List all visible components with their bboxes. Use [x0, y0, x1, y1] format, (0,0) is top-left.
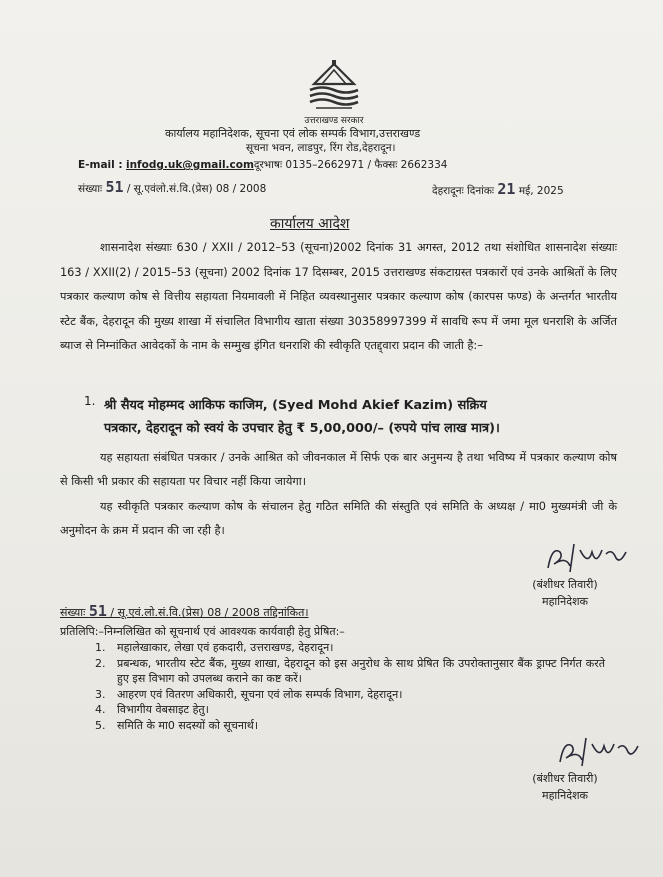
list-item: 2. प्रबन्धक, भारतीय स्टेट बैंक, मुख्य शाखा, देहरादून को इस अनुरोध के साथ प्रेषित कि उपरोक्तानुसार बैंक ड्राफ्ट निर्गत करते हुए इस विभाग को उपलब्ध कराने का कष्ट करें। — [95, 656, 605, 685]
order-paragraph-3: यह स्वीकृति पत्रकार कल्याण कोष के संचालन हेतु गठित समिति की संस्तुति एवं समिति के अध्यक्ष / मा0 मुख्यमंत्री जी के अनुमोदन के क्रम में प्रदान की जा रही है। — [60, 500, 617, 537]
grant-item: श्री सैयद मोहम्मद आकिफ काजिम, (Syed Mohd Akief Kazim) सक्रिय पत्रकार, देहरादून को स्वयं के उपचार हेतु ₹ 5,00,000/– (रुपये पांच लाख मात्र)। — [104, 398, 500, 436]
signatory-name: (बंशीधर तिवारी) — [532, 578, 598, 591]
signature-block-2 — [505, 770, 625, 804]
government-name: उत्तराखण्ड सरकार — [304, 116, 364, 126]
handwritten-copy-ref-number: 51 — [88, 602, 107, 620]
uttarakhand-emblem-icon — [306, 58, 362, 112]
office-address: सूचना भवन, लाडपुर, रिंग रोड,देहरादून। — [246, 142, 396, 154]
signature-scribble-icon — [552, 730, 642, 772]
document-title: कार्यालय आदेश — [270, 216, 350, 232]
office-name: कार्यालय महानिदेशक, सूचना एवं लोक सम्पर्क विभाग,उत्तराखण्ड — [165, 127, 421, 140]
copy-heading: प्रतिलिपि:–निम्नलिखित को सूचनार्थ एवं आवश्यक कार्यवाही हेतु प्रेषित:– — [60, 625, 345, 638]
order-paragraph-1: शासनादेश संख्याः 630 / XXII / 2012–53 (सूचना)2002 दिनांक 31 अगस्त, 2012 तथा संशोधित शासनादेश संख्याः 163 / XXII(2) / 2015–53 (सूचना) 2002 दिनांक 17 दिसम्बर, 2015 उत्तराखण्ड संकटाग्रस्त पत्रकारों एवं उनके आश्रितों के लिए पत्रकार कल्याण कोष से वित्तीय सहायता नियमावली में निहित व्यवस्थानुसार पत्रकार कल्याण कोष (कारपस फण्ड) के अन्तर्गत भारतीय स्टेट बैंक, देहरादून की मुख्य शाखा में संचालित विभागीय खाता संख्या 30358997399 में सावधि रूप में जमा मूल धनराशि के अर्जित ब्याज से निम्नांकित आवेदकों के नाम के सम्मुख इंगित धनराशि की स्वीकृति एतद्द्वारा प्रदान की जाती है:– — [60, 241, 617, 352]
order-paragraph-2: यह सहायता संबंधित पत्रकार / उनके आश्रित को जीवनकाल में सिर्फ एक बार अनुमन्य है तथा भविष्य में पत्रकार कल्याण कोष से किसी भी प्रकार की सहायता पर विचार नहीं किया जायेगा। — [60, 451, 617, 488]
contact-line — [78, 158, 447, 172]
reference-number: संख्याः 51 / सू.एवंलो.सं.वि.(प्रेस) 08 / 2008 — [78, 178, 267, 196]
handwritten-day: 21 — [497, 180, 516, 198]
signatory-designation: महानिदेशक — [542, 595, 588, 608]
signature-block-1 — [505, 576, 625, 610]
date-line: देहरादूनः दिनांकः 21 मई, 2025 — [432, 180, 564, 198]
handwritten-ref-number: 51 — [105, 178, 124, 196]
list-item: 3. आहरण एवं वितरण अधिकारी, सूचना एवं लोक सम्पर्क विभाग, देहरादून। — [95, 687, 403, 701]
list-item: 4. विभागीय वेबसाइट हेतु। — [95, 703, 209, 716]
phone-fax: दूरभाषः 0135–2662971 / फैक्सः 2662334 — [253, 159, 448, 171]
copy-reference: संख्याः 51 / सू.एवं.लो.सं.वि.(प्रेस) 08 / 2008 तद्दिनांकित। — [60, 602, 309, 620]
copy-list — [95, 640, 605, 733]
signature-scribble-icon — [540, 538, 630, 578]
signatory-name: (बंशीधर तिवारी) — [532, 772, 598, 785]
signatory-designation: महानिदेशक — [542, 789, 588, 802]
email-label: E-mail : — [78, 159, 123, 171]
item-number: 1. — [84, 394, 96, 408]
list-item: 5. समिति के मा0 सदस्यों को सूचनार्थ। — [95, 718, 258, 732]
list-item: 1. महालेखाकार, लेखा एवं हकदारी, उत्तराखण्ड, देहरादून। — [95, 641, 334, 654]
email-address: infodg.uk@gmail.com — [125, 159, 254, 171]
